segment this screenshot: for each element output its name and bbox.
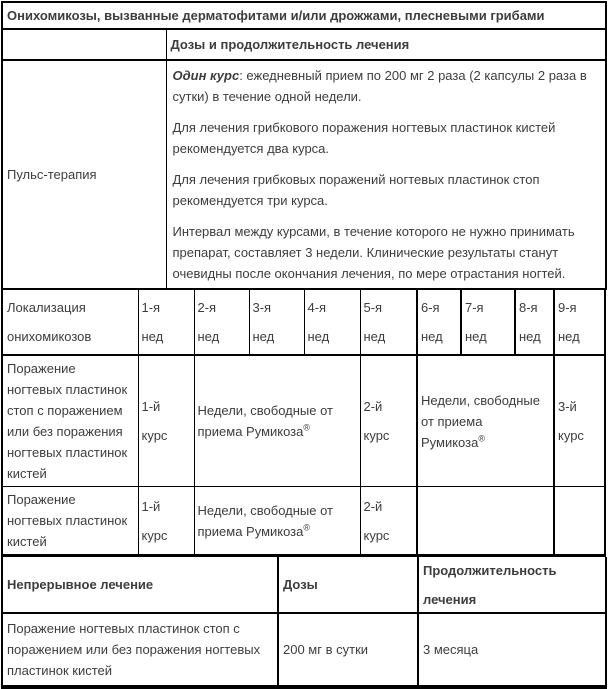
registered-trademark: ® <box>303 422 311 433</box>
dosage-duration-header: Дозы и продолжительность лечения <box>166 29 606 60</box>
week-unit: нед <box>141 329 164 344</box>
feet-note-paragraph: Для лечения грибковых поражений ногтевых пластинок стоп рекомендуется три курса. <box>172 172 540 208</box>
week-1-header <box>138 290 194 355</box>
localization-line1: Локализация <box>7 300 86 315</box>
one-course-rest: : ежедневный прием по 200 мг 2 раза (2 капсулы 2 раза в сутки) в течение одной недели. <box>172 68 587 104</box>
continuous-duration-value: 3 месяца <box>418 613 606 687</box>
pulse-therapy-section <box>1 1 607 290</box>
week-num: 4-я <box>307 300 327 315</box>
week-unit: нед <box>519 329 541 344</box>
feet-free-weeks-cell-1 <box>194 355 360 487</box>
free-weeks-text: Недели, свободные от приема Румикоза <box>421 392 541 450</box>
course-word: курс <box>363 527 390 543</box>
hands-course-2-cell <box>360 487 417 556</box>
course-word: курс <box>363 428 390 443</box>
continuous-treatment-section <box>1 557 607 689</box>
localization-line2: онихомикозов <box>7 329 92 344</box>
duration-column-header <box>418 557 606 613</box>
week-4-header <box>304 290 360 355</box>
weekly-schedule-section <box>1 290 606 557</box>
feet-course-2-cell <box>360 355 417 487</box>
hands-empty-week9-cell <box>554 487 605 556</box>
interval-note-paragraph: Интервал между курсами, в течение которого не нужно принимать препарат, составляет 3 недели. Клинические результаты станут очевидны после окончания лечения, по мере отрастания ногтей. <box>172 224 575 281</box>
feet-row-label: Поражение ногтевых пластинок стоп с поражением или без поражения ногтевых пластинок кистей <box>2 355 138 487</box>
week-5-header <box>360 290 417 355</box>
one-course-paragraph <box>173 65 600 107</box>
hands-empty-weeks-cell <box>417 487 554 556</box>
course-num: 1-й <box>141 498 161 514</box>
week-7-header <box>461 290 515 355</box>
one-course-lead: Один курс <box>172 68 240 83</box>
table-title: Онихомикозы, вызванные дерматофитами и/или дрожжами, плесневыми грибами <box>2 2 606 29</box>
course-num: 2-й <box>363 498 383 514</box>
week-num: 5-я <box>363 300 383 315</box>
week-9-header <box>554 290 605 355</box>
hands-free-weeks-cell <box>194 487 360 556</box>
pulse-therapy-description <box>166 60 606 289</box>
registered-trademark: ® <box>478 433 485 444</box>
feet-course-1-cell <box>138 355 194 487</box>
hands-note-paragraph: Для лечения грибкового поражения ногтевых пластинок кистей рекомендуется два курса. <box>172 120 556 156</box>
week-num: 9-я <box>558 300 577 315</box>
week-unit: нед <box>197 329 220 344</box>
continuous-treatment-header: Непрерывное лечение <box>2 557 278 613</box>
week-3-header <box>249 290 304 355</box>
week-num: 8-я <box>519 300 538 315</box>
free-weeks-text: Недели, свободные от приема Румикоза <box>197 403 334 439</box>
week-unit: нед <box>307 329 330 344</box>
pulse-therapy-label: Пульс-терапия <box>2 60 166 289</box>
hands-course-1-cell <box>138 487 194 556</box>
week-unit: нед <box>421 329 443 344</box>
week-num: 2-я <box>197 300 217 315</box>
registered-trademark: ® <box>303 522 311 533</box>
localization-header-cell <box>2 290 138 355</box>
duration-header-line1: Продолжительность <box>423 562 557 578</box>
week-6-header <box>417 290 461 355</box>
week-num: 7-я <box>465 300 484 315</box>
empty-corner-cell <box>2 29 166 60</box>
free-weeks-text: Недели, свободные от приема Румикоза <box>197 502 334 539</box>
onychomycosis-dosage-table <box>1 1 607 689</box>
feet-course-3-cell <box>554 355 605 487</box>
week-num: 1-я <box>141 300 161 315</box>
week-2-header <box>194 290 249 355</box>
week-num: 6-я <box>421 300 440 315</box>
course-num: 1-й <box>141 399 161 414</box>
duration-header-line2: лечения <box>423 591 477 607</box>
week-num: 3-я <box>252 300 272 315</box>
hands-row-label: Поражение ногтевых пластинок кистей <box>2 487 138 556</box>
week-unit: нед <box>465 329 487 344</box>
course-word: курс <box>558 428 584 443</box>
dose-column-header: Дозы <box>278 557 418 613</box>
continuous-dose-value: 200 мг в сутки <box>278 613 418 687</box>
course-num: 2-й <box>363 399 383 414</box>
week-unit: нед <box>363 329 386 344</box>
week-8-header <box>515 290 554 355</box>
feet-free-weeks-cell-2 <box>417 355 554 487</box>
course-num: 3-й <box>558 399 577 414</box>
week-unit: нед <box>558 329 580 344</box>
course-word: курс <box>141 527 168 543</box>
continuous-row-label: Поражение ногтевых пластинок стоп с поражением или без поражения ногтевых пластинок кистей <box>2 613 278 687</box>
course-word: курс <box>141 428 168 443</box>
week-unit: нед <box>252 329 275 344</box>
